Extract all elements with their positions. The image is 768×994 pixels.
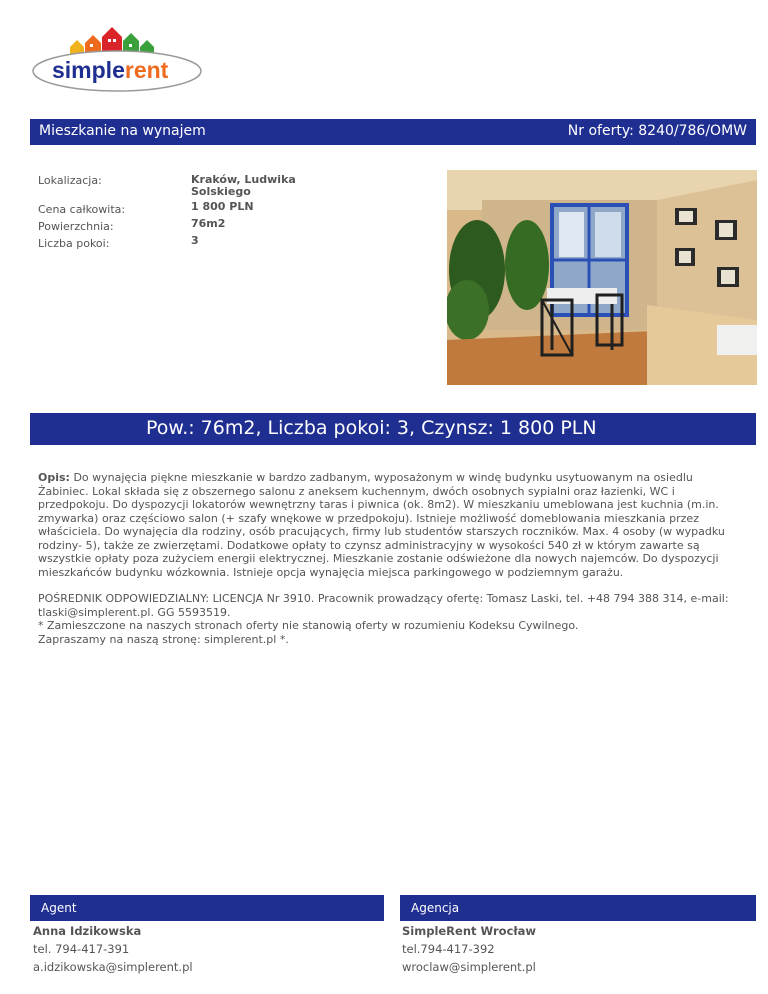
description-section bbox=[38, 471, 730, 646]
logo-simple: simple bbox=[52, 57, 125, 83]
logo-rent: rent bbox=[124, 57, 169, 83]
agent-contact bbox=[33, 922, 193, 976]
agency-email[interactable]: wroclaw@simplerent.pl bbox=[402, 960, 536, 974]
agent-email[interactable]: a.idzikowska@simplerent.pl bbox=[33, 960, 193, 974]
simplerent-logo[interactable] bbox=[30, 25, 205, 95]
fact-label: Liczba pokoi: bbox=[38, 237, 110, 250]
description-label: Opis: bbox=[38, 471, 70, 484]
description-text: Do wynajęcia piękne mieszkanie w bardzo zadbanym, wyposażonym w windę budynku usytuowanym na osiedlu Żabiniec. Lokal składa się z obszernego salonu z aneksem kuchennym, dwóch osobnych sypialni oraz łazienki, WC i przedpokoju. Do dyspozycji lokatorów wewnętrzny taras i piwnica (ok. 8m2). W mieszkaniu umeblowana jest kuchnia (m.in. zmywarka) oraz częściowo salon (+ szafy wnękowe w przedpokoju). Istnieje możliwość domeblowania mieszkania przez właściciela. Do wynajęcia dla rodziny, osób pracujących, firmy lub studentów starszych roczników. Max. 4 osoby (w wypadku rodziny- 5), także ze zwierzętami. Dodatkowe opłaty to czynsz administracyjny w wysokości 540 zł w którym zawarte są wszystkie opłaty poza zużyciem energii elektrycznej. Mieszkanie zostanie odświeżone dla nowych najemców. Do dyspozycji mieszkańców budynku wózkownia. Istnieje opcja wynajęcia miejsca parkingowego w podziemnym garażu. bbox=[38, 471, 725, 579]
apartment-photo[interactable] bbox=[447, 170, 757, 385]
agency-contact bbox=[402, 922, 536, 976]
disclaimer-text: * Zamieszczone na naszych stronach oferty nie stanowią oferty w rozumieniu Kodeksu Cywilnego. bbox=[38, 619, 579, 632]
logo-wordmark bbox=[52, 57, 169, 83]
broker-text: POŚREDNIK ODPOWIEDZIALNY: LICENCJA Nr 3910. Pracownik prowadzący ofertę: Tomasz Laski, tel. +48 794 388 314, e-mail: tlaski@simplerent.pl. GG 5593519. bbox=[38, 592, 729, 619]
invite-text: Zapraszamy na naszą stronę: simplerent.pl *. bbox=[38, 632, 289, 646]
agent-phone[interactable]: tel. 794-417-391 bbox=[33, 942, 130, 956]
description-paragraph bbox=[38, 471, 730, 579]
agent-name: Anna Idzikowska bbox=[33, 924, 142, 938]
broker-info bbox=[38, 592, 730, 646]
agent-heading: Agent bbox=[41, 901, 77, 915]
fact-value: Kraków, Ludwika Solskiego bbox=[191, 173, 296, 198]
offer-number: Nr oferty: 8240/786/OMW bbox=[567, 123, 747, 139]
offer-header-bar bbox=[30, 119, 756, 145]
fact-value: 3 bbox=[191, 234, 199, 247]
agent-header-bar bbox=[30, 895, 384, 921]
agency-heading: Agencja bbox=[411, 901, 460, 915]
agency-phone[interactable]: tel.794-417-392 bbox=[402, 942, 495, 956]
agency-header-bar bbox=[400, 895, 756, 921]
summary-bar bbox=[30, 413, 756, 445]
page-title: Mieszkanie na wynajem bbox=[39, 123, 206, 139]
fact-label: Cena całkowita: bbox=[38, 203, 126, 216]
fact-label: Powierzchnia: bbox=[38, 220, 114, 233]
summary-text: Pow.: 76m2, Liczba pokoi: 3, Czynsz: 1 800 PLN bbox=[146, 417, 597, 439]
fact-value: 1 800 PLN bbox=[191, 200, 254, 213]
fact-value: 76m2 bbox=[191, 217, 226, 230]
fact-label: Lokalizacja: bbox=[38, 174, 102, 187]
agency-name: SimpleRent Wrocław bbox=[402, 924, 537, 938]
